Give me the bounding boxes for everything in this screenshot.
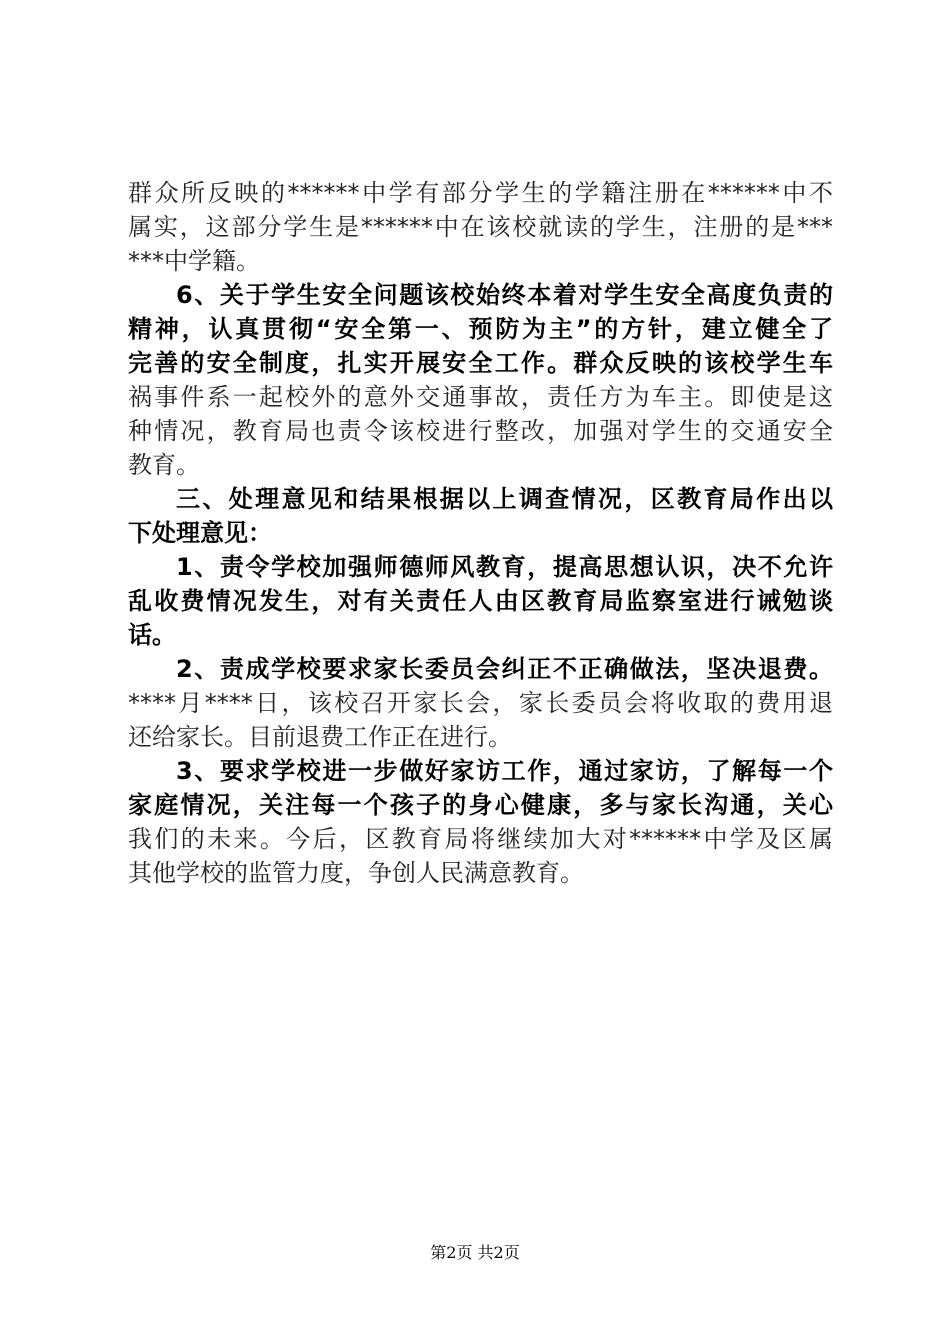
paragraph-line: ***中学籍。: [128, 247, 260, 275]
paragraph-line: 家庭情况，关注每一个孩子的身心健康，多与家长沟通，关心: [128, 791, 833, 819]
paragraph-line: 话。: [128, 621, 176, 649]
paragraph-line: 群众所反映的******中学有部分学生的学籍注册在******中不: [128, 179, 833, 207]
paragraph-line: 精神，认真贯彻“安全第一、预防为主”的方针，建立健全了: [128, 315, 833, 343]
paragraph-line: 种情况，教育局也责令该校进行整改，加强对学生的交通安全: [128, 417, 833, 445]
paragraph-line: 3、要求学校进一步做好家访工作，通过家访，了解每一个: [176, 757, 833, 785]
paragraph-line: 三、处理意见和结果根据以上调查情况，区教育局作出以: [176, 485, 833, 513]
paragraph-line: 乱收费情况发生，对有关责任人由区教育局监察室进行诫勉谈: [128, 587, 833, 615]
page-footer: [0, 1240, 950, 1263]
paragraph-line: 祸事件系一起校外的意外交通事故，责任方为车主。即使是这: [128, 383, 833, 411]
paragraph-line: 完善的安全制度，扎实开展安全工作。群众反映的该校学生车: [128, 349, 833, 377]
paragraph-line: ****月****日，该校召开家长会，家长委员会将收取的费用退: [128, 689, 833, 717]
paragraph-line: 6、关于学生安全问题该校始终本着对学生安全高度负责的: [176, 281, 833, 309]
paragraph-line: 2、责成学校要求家长委员会纠正不正确做法，坚决退费。: [176, 655, 833, 683]
paragraph-line: 我们的未来。今后，区教育局将继续加大对******中学及区属: [128, 825, 833, 853]
paragraph-line: 下处理意见：: [128, 519, 272, 547]
paragraph-line: 1、责令学校加强师德师风教育，提高思想认识，决不允许: [176, 553, 833, 581]
paragraph-line: 属实，这部分学生是******中在该校就读的学生，注册的是***: [128, 213, 833, 241]
page-number-label: 第2页 共2页: [430, 1243, 520, 1262]
paragraph-line: 其他学校的监管力度，争创人民满意教育。: [128, 859, 584, 887]
paragraph-line: 教育。: [128, 451, 200, 479]
paragraph-line: 还给家长。目前退费工作正在进行。: [128, 723, 512, 751]
